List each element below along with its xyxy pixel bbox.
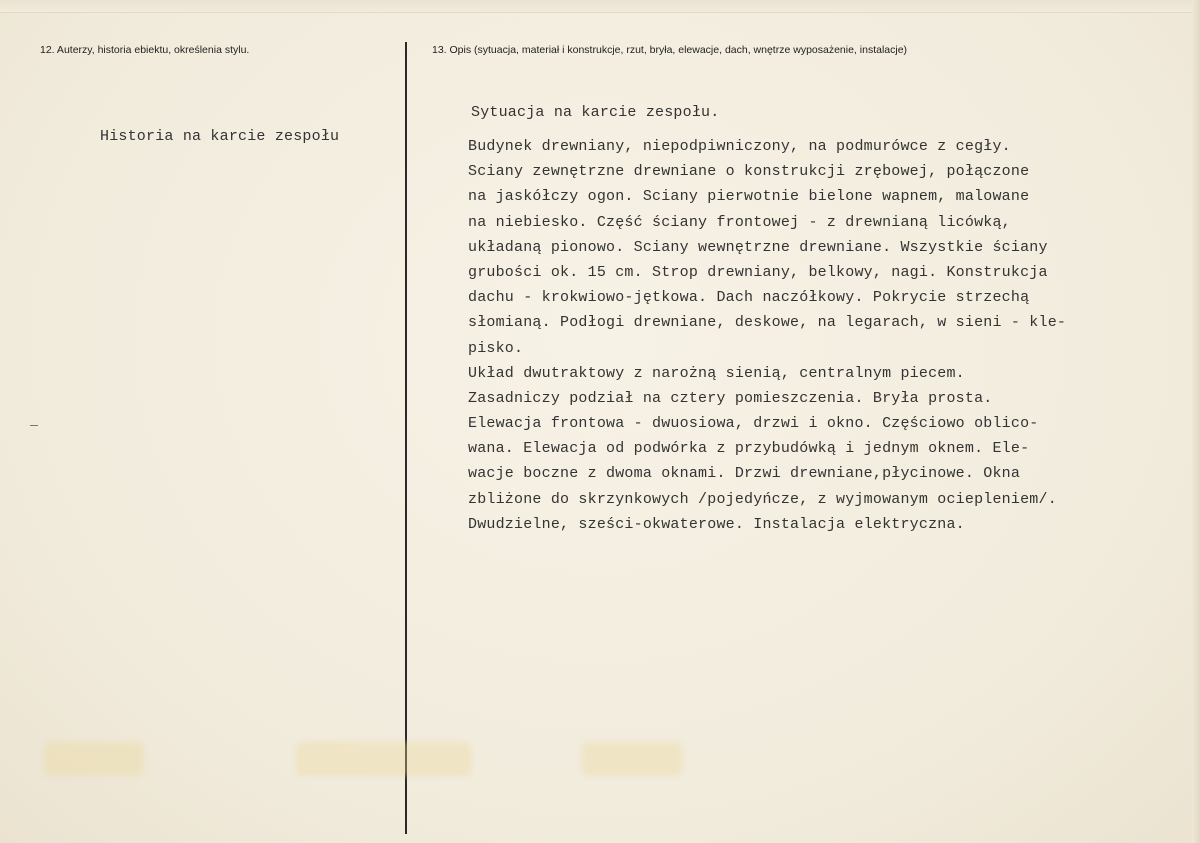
description-line: Elewacja frontowa - dwuosiowa, drzwi i okno. Częściowo oblico- [468, 415, 1039, 433]
right-edge [1192, 0, 1200, 843]
description-line: dachu - krokwiowo-jętkowa. Dach naczółkowy. Pokrycie strzechą [468, 289, 1030, 307]
margin-mark [30, 425, 38, 426]
description-line: Dwudzielne, sześci-okwaterowe. Instalacja elektryczna. [468, 515, 965, 533]
history-text: Historia na karcie zespołu [100, 128, 340, 145]
description-line: Sciany zewnętrzne drewniane o konstrukcji zrębowej, połączone [468, 163, 1030, 181]
description-line: układaną pionowo. Sciany wewnętrzne drewniane. Wszystkie ściany [468, 238, 1048, 256]
description-line: słomianą. Podłogi drewniane, deskowe, na legarach, w sieni - kle- [468, 314, 1067, 332]
column-divider [405, 42, 407, 834]
description-line: Budynek drewniany, niepodpiwniczony, na podmurówce z cegły. [468, 138, 1011, 155]
description-body [468, 134, 1066, 537]
description-line: na niebiesko. Część ściany frontowej - z drewnianą licówką, [468, 213, 1011, 231]
description-line: wacje boczne z dwoma oknami. Drzwi drewniane,płycinowe. Okna [468, 465, 1021, 483]
description-line: pisko. [468, 339, 524, 357]
description-line: grubości ok. 15 cm. Strop drewniany, belkowy, nagi. Konstrukcja [468, 263, 1048, 281]
paper-stain [296, 742, 471, 776]
description-line: wana. Elewacja od podwórka z przybudówką i jednym oknem. Ele- [468, 440, 1030, 458]
description-line: zbliżone do skrzynkowych /pojedyńcze, z wyjmowanym ociepleniem/. [468, 490, 1057, 508]
description-line: Zasadniczy podział na cztery pomieszczenia. Bryła prosta. [468, 389, 993, 407]
paper-stain [582, 742, 682, 776]
top-edge [0, 0, 1200, 13]
description-line: Układ dwutraktowy z narożną sienią, centralnym piecem. [468, 364, 965, 382]
section-13-header: 13. Opis (sytuacja, materiał i konstrukcje, rzut, bryła, elewacje, dach, wnętrze wyposażenie, instalacje) [432, 44, 908, 56]
paper-stain [44, 742, 144, 776]
situation-text: Sytuacja na karcie zespołu. [471, 104, 720, 121]
description-line: na jaskółczy ogon. Sciany pierwotnie bielone wapnem, malowane [468, 188, 1030, 206]
section-12-header: 12. Auterzy, historia ebiektu, określenia stylu. [40, 44, 250, 56]
